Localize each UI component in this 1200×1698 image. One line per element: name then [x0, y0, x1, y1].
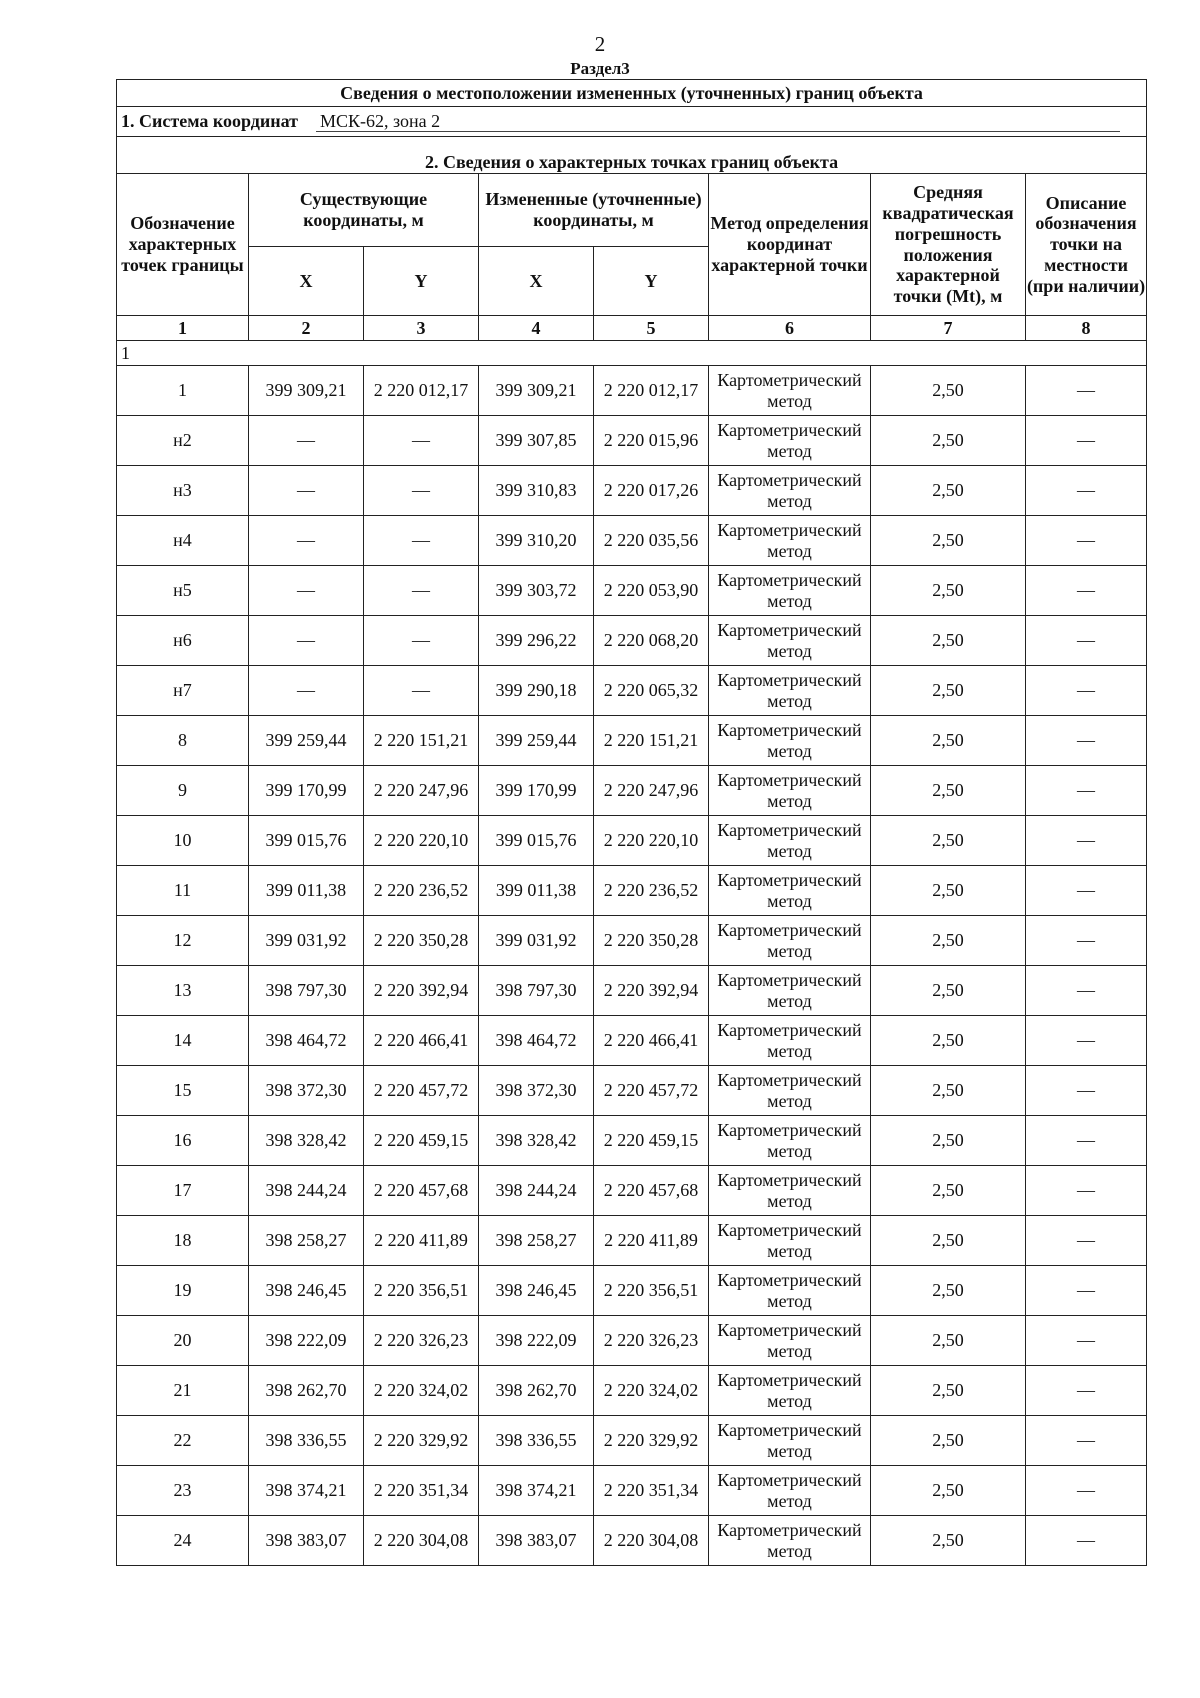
existing-x-cell: — [249, 566, 364, 616]
changed-y-cell: 2 220 220,10 [594, 816, 709, 866]
existing-x-cell: 399 015,76 [249, 816, 364, 866]
header-existing-x: X [249, 247, 364, 316]
changed-x-cell: 398 258,27 [479, 1216, 594, 1266]
changed-y-cell: 2 220 236,52 [594, 866, 709, 916]
description-cell: — [1026, 1416, 1147, 1466]
existing-x-cell: 398 336,55 [249, 1416, 364, 1466]
description-cell: — [1026, 1066, 1147, 1116]
existing-x-cell: 398 222,09 [249, 1316, 364, 1366]
point-designation-cell: н3 [117, 466, 249, 516]
table-row [117, 816, 1147, 866]
header-existing-coords: Существующие координаты, м [249, 174, 479, 247]
mse-cell: 2,50 [871, 366, 1026, 416]
existing-y-cell: 2 220 392,94 [364, 966, 479, 1016]
mse-cell: 2,50 [871, 416, 1026, 466]
existing-y-cell: 2 220 236,52 [364, 866, 479, 916]
existing-x-cell: 398 372,30 [249, 1066, 364, 1116]
table-row [117, 1416, 1147, 1466]
description-cell: — [1026, 666, 1147, 716]
description-cell: — [1026, 566, 1147, 616]
changed-y-cell: 2 220 457,72 [594, 1066, 709, 1116]
description-cell: — [1026, 816, 1147, 866]
existing-x-cell: — [249, 666, 364, 716]
point-designation-cell: 17 [117, 1166, 249, 1216]
mse-cell: 2,50 [871, 1266, 1026, 1316]
mse-cell: 2,50 [871, 766, 1026, 816]
table-row [117, 1116, 1147, 1166]
changed-x-cell: 399 310,20 [479, 516, 594, 566]
description-cell: — [1026, 1216, 1147, 1266]
method-cell: Картометрический метод [709, 1166, 871, 1216]
existing-y-cell: — [364, 416, 479, 466]
subsection-label: 1 [117, 341, 1147, 366]
point-designation-cell: 24 [117, 1516, 249, 1566]
method-cell: Картометрический метод [709, 1316, 871, 1366]
method-cell: Картометрический метод [709, 1416, 871, 1466]
changed-y-cell: 2 220 329,92 [594, 1416, 709, 1466]
changed-y-cell: 2 220 411,89 [594, 1216, 709, 1266]
existing-y-cell: 2 220 329,92 [364, 1416, 479, 1466]
existing-y-cell: 2 220 459,15 [364, 1116, 479, 1166]
table-row [117, 1166, 1147, 1216]
changed-y-cell: 2 220 015,96 [594, 416, 709, 466]
existing-x-cell: 398 246,45 [249, 1266, 364, 1316]
point-designation-cell: 13 [117, 966, 249, 1016]
column-number: 5 [594, 316, 709, 341]
changed-x-cell: 399 309,21 [479, 366, 594, 416]
changed-y-cell: 2 220 053,90 [594, 566, 709, 616]
changed-y-cell: 2 220 304,08 [594, 1516, 709, 1566]
header-method: Метод определения координат характерной точки [709, 174, 871, 316]
method-cell: Картометрический метод [709, 1366, 871, 1416]
point-designation-cell: 9 [117, 766, 249, 816]
point-designation-cell: 1 [117, 366, 249, 416]
existing-x-cell: — [249, 416, 364, 466]
existing-x-cell: 398 328,42 [249, 1116, 364, 1166]
changed-x-cell: 398 372,30 [479, 1066, 594, 1116]
method-cell: Картометрический метод [709, 1066, 871, 1116]
coordinate-system-row [117, 107, 1147, 137]
changed-y-cell: 2 220 065,32 [594, 666, 709, 716]
existing-x-cell: — [249, 616, 364, 666]
table-row [117, 566, 1147, 616]
description-cell: — [1026, 866, 1147, 916]
changed-x-cell: 399 259,44 [479, 716, 594, 766]
existing-x-cell: 399 309,21 [249, 366, 364, 416]
changed-x-cell: 399 290,18 [479, 666, 594, 716]
table-row [117, 1216, 1147, 1266]
mse-cell: 2,50 [871, 816, 1026, 866]
method-cell: Картометрический метод [709, 866, 871, 916]
method-cell: Картометрический метод [709, 366, 871, 416]
point-designation-cell: 15 [117, 1066, 249, 1116]
point-designation-cell: н2 [117, 416, 249, 466]
existing-x-cell: 398 797,30 [249, 966, 364, 1016]
existing-x-cell: 398 374,21 [249, 1466, 364, 1516]
existing-x-cell: 398 244,24 [249, 1166, 364, 1216]
header-description: Описание обозначения точки на местности (при наличии) [1026, 174, 1147, 316]
existing-y-cell: — [364, 616, 479, 666]
point-designation-cell: н5 [117, 566, 249, 616]
coordinate-system-label: 1. Система координат [121, 111, 298, 131]
existing-x-cell: — [249, 466, 364, 516]
changed-y-cell: 2 220 017,26 [594, 466, 709, 516]
changed-x-cell: 398 374,21 [479, 1466, 594, 1516]
changed-x-cell: 398 222,09 [479, 1316, 594, 1366]
existing-y-cell: 2 220 351,34 [364, 1466, 479, 1516]
mse-cell: 2,50 [871, 516, 1026, 566]
table-row [117, 1366, 1147, 1416]
changed-x-cell: 398 244,24 [479, 1166, 594, 1216]
description-cell: — [1026, 1116, 1147, 1166]
changed-y-cell: 2 220 457,68 [594, 1166, 709, 1216]
existing-y-cell: 2 220 304,08 [364, 1516, 479, 1566]
method-cell: Картометрический метод [709, 916, 871, 966]
existing-x-cell: 399 011,38 [249, 866, 364, 916]
existing-y-cell: 2 220 326,23 [364, 1316, 479, 1366]
existing-x-cell: 398 258,27 [249, 1216, 364, 1266]
method-cell: Картометрический метод [709, 1466, 871, 1516]
mse-cell: 2,50 [871, 866, 1026, 916]
mse-cell: 2,50 [871, 1216, 1026, 1266]
header-point-designation: Обозначение характерных точек границы [117, 174, 249, 316]
changed-x-cell: 398 246,45 [479, 1266, 594, 1316]
description-cell: — [1026, 966, 1147, 1016]
existing-y-cell: — [364, 666, 479, 716]
existing-y-cell: 2 220 411,89 [364, 1216, 479, 1266]
method-cell: Картометрический метод [709, 666, 871, 716]
point-designation-cell: 8 [117, 716, 249, 766]
existing-x-cell: 398 262,70 [249, 1366, 364, 1416]
changed-x-cell: 399 170,99 [479, 766, 594, 816]
table-row [117, 966, 1147, 1016]
description-cell: — [1026, 1466, 1147, 1516]
existing-y-cell: 2 220 356,51 [364, 1266, 479, 1316]
changed-x-cell: 398 328,42 [479, 1116, 594, 1166]
table-row [117, 1316, 1147, 1366]
changed-y-cell: 2 220 324,02 [594, 1366, 709, 1416]
changed-y-cell: 2 220 350,28 [594, 916, 709, 966]
point-designation-cell: 20 [117, 1316, 249, 1366]
mse-cell: 2,50 [871, 1166, 1026, 1216]
table-title: Сведения о местоположении измененных (уточненных) границ объекта [117, 80, 1147, 107]
changed-x-cell: 399 307,85 [479, 416, 594, 466]
point-designation-cell: н4 [117, 516, 249, 566]
description-cell: — [1026, 1016, 1147, 1066]
point-designation-cell: 10 [117, 816, 249, 866]
table-row [117, 1266, 1147, 1316]
existing-y-cell: — [364, 516, 479, 566]
table-row [117, 916, 1147, 966]
method-cell: Картометрический метод [709, 1016, 871, 1066]
description-cell: — [1026, 466, 1147, 516]
table-row [117, 366, 1147, 416]
changed-x-cell: 399 011,38 [479, 866, 594, 916]
changed-y-cell: 2 220 351,34 [594, 1466, 709, 1516]
changed-y-cell: 2 220 326,23 [594, 1316, 709, 1366]
description-cell: — [1026, 1316, 1147, 1366]
description-cell: — [1026, 366, 1147, 416]
existing-y-cell: 2 220 324,02 [364, 1366, 479, 1416]
method-cell: Картометрический метод [709, 516, 871, 566]
mse-cell: 2,50 [871, 1416, 1026, 1466]
changed-y-cell: 2 220 035,56 [594, 516, 709, 566]
changed-y-cell: 2 220 392,94 [594, 966, 709, 1016]
table-row [117, 1016, 1147, 1066]
existing-y-cell: 2 220 457,68 [364, 1166, 479, 1216]
changed-x-cell: 399 310,83 [479, 466, 594, 516]
existing-x-cell: 398 383,07 [249, 1516, 364, 1566]
point-designation-cell: 23 [117, 1466, 249, 1516]
changed-x-cell: 398 464,72 [479, 1016, 594, 1066]
method-cell: Картометрический метод [709, 816, 871, 866]
existing-x-cell: — [249, 516, 364, 566]
existing-y-cell: 2 220 457,72 [364, 1066, 479, 1116]
mse-cell: 2,50 [871, 1516, 1026, 1566]
description-cell: — [1026, 766, 1147, 816]
column-number: 2 [249, 316, 364, 341]
method-cell: Картометрический метод [709, 1216, 871, 1266]
point-designation-cell: н7 [117, 666, 249, 716]
header-existing-y: Y [364, 247, 479, 316]
description-cell: — [1026, 516, 1147, 566]
mse-cell: 2,50 [871, 616, 1026, 666]
point-designation-cell: 22 [117, 1416, 249, 1466]
table-row [117, 716, 1147, 766]
points-section-title: 2. Сведения о характерных точках границ объекта [117, 137, 1147, 174]
method-cell: Картометрический метод [709, 416, 871, 466]
existing-x-cell: 399 259,44 [249, 716, 364, 766]
point-designation-cell: н6 [117, 616, 249, 666]
mse-cell: 2,50 [871, 716, 1026, 766]
header-mse: Средняя квадратическая погрешность положения характерной точки (Mt), м [871, 174, 1026, 316]
column-number: 8 [1026, 316, 1147, 341]
table-row [117, 766, 1147, 816]
description-cell: — [1026, 416, 1147, 466]
page-number: 2 [594, 32, 606, 56]
description-cell: — [1026, 1366, 1147, 1416]
method-cell: Картометрический метод [709, 566, 871, 616]
mse-cell: 2,50 [871, 1016, 1026, 1066]
table-row [117, 1066, 1147, 1116]
changed-x-cell: 399 031,92 [479, 916, 594, 966]
changed-y-cell: 2 220 151,21 [594, 716, 709, 766]
changed-y-cell: 2 220 247,96 [594, 766, 709, 816]
point-designation-cell: 14 [117, 1016, 249, 1066]
changed-x-cell: 399 015,76 [479, 816, 594, 866]
table-row [117, 616, 1147, 666]
mse-cell: 2,50 [871, 566, 1026, 616]
mse-cell: 2,50 [871, 1466, 1026, 1516]
table-row [117, 466, 1147, 516]
table-row [117, 666, 1147, 716]
changed-y-cell: 2 220 466,41 [594, 1016, 709, 1066]
changed-x-cell: 399 296,22 [479, 616, 594, 666]
method-cell: Картометрический метод [709, 466, 871, 516]
existing-y-cell: 2 220 350,28 [364, 916, 479, 966]
description-cell: — [1026, 716, 1147, 766]
point-designation-cell: 11 [117, 866, 249, 916]
point-designation-cell: 18 [117, 1216, 249, 1266]
method-cell: Картометрический метод [709, 1116, 871, 1166]
mse-cell: 2,50 [871, 666, 1026, 716]
table-row [117, 1466, 1147, 1516]
mse-cell: 2,50 [871, 1366, 1026, 1416]
table-row [117, 1516, 1147, 1566]
existing-y-cell: 2 220 012,17 [364, 366, 479, 416]
point-designation-cell: 16 [117, 1116, 249, 1166]
changed-x-cell: 398 383,07 [479, 1516, 594, 1566]
column-number: 6 [709, 316, 871, 341]
mse-cell: 2,50 [871, 466, 1026, 516]
section-title: Раздел3 [570, 59, 630, 78]
changed-x-cell: 398 797,30 [479, 966, 594, 1016]
existing-x-cell: 398 464,72 [249, 1016, 364, 1066]
existing-y-cell: 2 220 220,10 [364, 816, 479, 866]
mse-cell: 2,50 [871, 1316, 1026, 1366]
boundary-points-table [116, 79, 1147, 1566]
method-cell: Картометрический метод [709, 616, 871, 666]
existing-y-cell: — [364, 466, 479, 516]
existing-y-cell: — [364, 566, 479, 616]
table-row [117, 866, 1147, 916]
existing-y-cell: 2 220 466,41 [364, 1016, 479, 1066]
header-changed-x: X [479, 247, 594, 316]
method-cell: Картометрический метод [709, 1266, 871, 1316]
point-designation-cell: 21 [117, 1366, 249, 1416]
changed-x-cell: 398 336,55 [479, 1416, 594, 1466]
point-designation-cell: 12 [117, 916, 249, 966]
table-row [117, 516, 1147, 566]
point-designation-cell: 19 [117, 1266, 249, 1316]
header-changed-y: Y [594, 247, 709, 316]
method-cell: Картометрический метод [709, 766, 871, 816]
table-row [117, 416, 1147, 466]
column-number: 1 [117, 316, 249, 341]
description-cell: — [1026, 1516, 1147, 1566]
description-cell: — [1026, 616, 1147, 666]
existing-x-cell: 399 031,92 [249, 916, 364, 966]
changed-x-cell: 399 303,72 [479, 566, 594, 616]
existing-x-cell: 399 170,99 [249, 766, 364, 816]
changed-y-cell: 2 220 012,17 [594, 366, 709, 416]
changed-y-cell: 2 220 068,20 [594, 616, 709, 666]
column-number: 7 [871, 316, 1026, 341]
header-changed-coords: Измененные (уточненные) координаты, м [479, 174, 709, 247]
column-number: 4 [479, 316, 594, 341]
method-cell: Картометрический метод [709, 966, 871, 1016]
coordinate-system-value: МСК-62, зона 2 [316, 111, 1120, 132]
mse-cell: 2,50 [871, 966, 1026, 1016]
description-cell: — [1026, 1266, 1147, 1316]
mse-cell: 2,50 [871, 916, 1026, 966]
changed-y-cell: 2 220 356,51 [594, 1266, 709, 1316]
existing-y-cell: 2 220 151,21 [364, 716, 479, 766]
mse-cell: 2,50 [871, 1066, 1026, 1116]
changed-y-cell: 2 220 459,15 [594, 1116, 709, 1166]
changed-x-cell: 398 262,70 [479, 1366, 594, 1416]
method-cell: Картометрический метод [709, 716, 871, 766]
description-cell: — [1026, 916, 1147, 966]
method-cell: Картометрический метод [709, 1516, 871, 1566]
column-number: 3 [364, 316, 479, 341]
description-cell: — [1026, 1166, 1147, 1216]
existing-y-cell: 2 220 247,96 [364, 766, 479, 816]
mse-cell: 2,50 [871, 1116, 1026, 1166]
